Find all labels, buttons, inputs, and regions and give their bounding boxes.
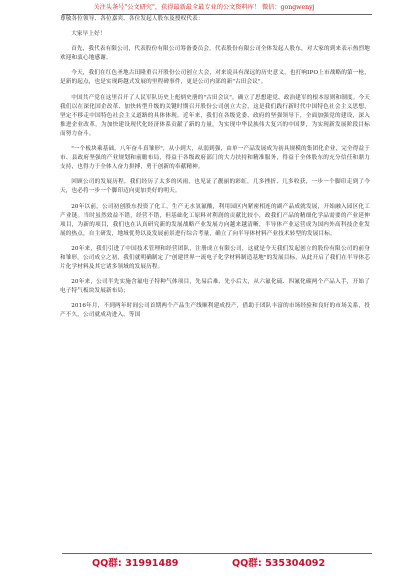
body-paragraph: "一个板块乘基础，八年奋斗真雏形"，从小到大，从弱到强，由单一产品发展成为初具规模的集团化企业，完全得益于市、县政府坚强的产业规划和前瞻布局，得益于各级政府部门的大力扶持和精准服务，得益于全体股东的充分信任和鼎力支持，也得力于全体人奋力拼搏，勇于创新的奉献精神。: [60, 146, 370, 171]
document-body: [60, 15, 370, 327]
body-paragraph: 中国共产党在这里召开了人民军队历史上彪炳史册的"古田会议"，确立了思想建党、政治建军的根本原则和制度。今天我们以在深化国企改革、加快转型升级的关键时期召开股份公司创立大会，这是我们践行新时代中国特色社会主义思想，坚定不移走中国特色社会主义道路的具体体现。近年来，我们在各级党委、政府的坚强领导下，全面加强党的建设，深入推进企业改革，为加快建设现代化经济体系贡献了新的力量，为实现中华民族伟大复兴的中国梦，为实现新发展阶段目标而努力奋斗。: [60, 94, 370, 137]
body-paragraph: 20年来，公司半先实施含氟电子特种气体项目，先易后难、先小后大，从六氟化硫、四氟化碳两个产品入手，开始了电子特气板块发展新布局；: [60, 279, 370, 295]
body-paragraph: 回顾公司的发展历程，我们经历了太多的风雨，也见证了靓丽的彩虹，几多挫折、几多收获，一步一个脚印走到了今天，也必将一步一个脚印迈向更加美好的明天。: [60, 179, 370, 195]
footer-divider: [62, 553, 372, 554]
header-banner: [0, 4, 408, 12]
qq-group-primary: QQ群: 31991489: [92, 558, 179, 569]
header-banner-prefix: 关注头条号"公文研究"，获得最新最全最专业的公文资料库！: [93, 4, 261, 11]
body-paragraph: 今天，我们在红色圣地古田隆重召开股份公司创立大会，对来说具有深远的历史意义，也打响IPO上市战略的第一枪，是新的起点，也是实现跨越式发展的里程碑事件，更是公司内部的新"古田会议"。: [60, 70, 370, 86]
body-paragraph: 20年以前，公司初创股东投资了化工，生产无水氢氟酸，利用园区内紧密相连的副产品成就发展，开始融入园区化工产业链。当时虽然效益不错，经营不错，但基础化工原料对利润的贡献比较小，政我们产品的精细化学品需要的产业延伸项目，为新的项目，我们也在认真研究新的发展战略产业发展方向越来越清晰，半导体产业运营成为国内外高科技企业发展的热点，自主研发，地域优势以及发展前景进行综合考量，确立了向半导体材料产业技术转型的发展目标。: [60, 203, 370, 237]
header-banner-suffix: 微信：gongwenyj: [261, 4, 315, 11]
footer-bar: [0, 556, 408, 572]
body-paragraph: 首先，我代表有限公司，代表股份有限公司筹备委员会，代表股份有限公司全体发起人股东，对大家的到来表示热烈地欢迎和衷心地感谢。: [60, 46, 370, 62]
body-paragraph: 20年来，我们引进了中国技术管理和经营团队，注册成立有限公司，这就是今天我们发起创立的股份有限公司的前身和雏形。公司成立之初，我们就明确制定了"创建世界一流电子化学材料制造基地"的发展目标，从此开启了我们在半导体芯片化学材料及其它诸多领域的发展历程。: [60, 245, 370, 271]
salutation-paragraph: 尊敬各位领导、各位嘉宾、各位发起人股东及授权代表：: [60, 16, 204, 22]
greeting-paragraph: 大家早上好！: [71, 31, 106, 38]
body-paragraph: 2016年月，不到两年时间公司首期两个产品生产线顺利建成投产，借助于团队丰富的市场经验和良好的市场关系，投产不久，公司就成功进入、等国: [60, 303, 370, 319]
qq-group-secondary: QQ群: 535304092: [232, 558, 326, 569]
